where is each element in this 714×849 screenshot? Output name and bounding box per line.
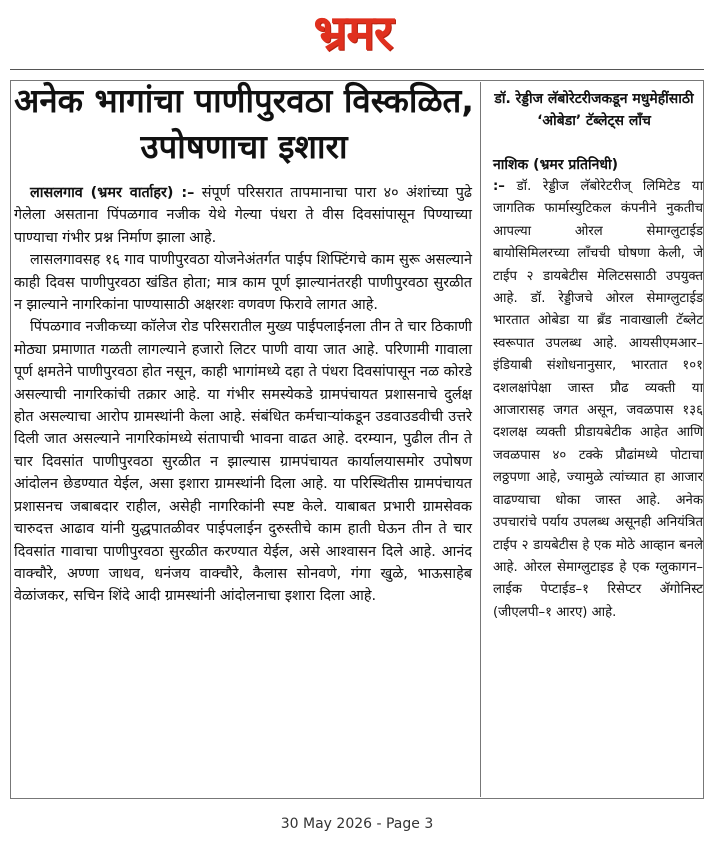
masthead [0,0,714,70]
column-divider [480,82,481,797]
right-article [483,74,705,799]
page-footer: 30 May 2026 - Page 3 [280,816,434,832]
left-article-paragraph: पिंपळगाव नजीकच्या कॉलेज रोड परिसरातील मुख्य पाईपलाईनला तीन ते चार ठिकाणी मोठ्या प्रमाणात गळती लागल्याने हजारो लिटर पाणी वाया जात आहे. परिणामी गावाला पूर्ण क्षमतेने पाणीपुरवठा होत नसून, काही भागांमध्ये दहा ते पंधरा दिवसांपासून नळ कोरडे असल्याची नागरिकांची तक्रार आहे. या गंभीर समस्येकडे ग्रामपंचायत प्रशासनाचे दुर्लक्ष होत असल्याचा आरोप ग्रामस्थांनी केला आहे. संबंधित कर्मचाऱ्यांकडून उडवाउडवीची उत्तरे दिली जात असल्याने नागरिकांमध्ये संतापाची भावना वाढत आहे. दरम्यान, पुढील तीन ते चार दिवसांत पाणीपुरवठा सुरळीत न झाल्यास ग्रामपंचायत कार्यालयासमोर उपोषण आंदोलन छेडण्यात येईल, असा इशारा ग्रामस्थांनी दिला आहे. या परिस्थितीस ग्रामपंचायत प्रशासनच जबाबदार राहील, असेही नागरिकांनी स्पष्ट केले. याबाबत प्रभारी ग्रामसेवक चारुदत्त आढाव यांनी युद्धपातळीवर पाईपलाईन दुरुस्तीचे काम हाती घेऊन तीन ते चार दिवसांत गावाचा पाणीपुरवठा सुरळीत करण्यात येईल, असे आश्वासन दिले आहे. आनंद वाक्चौरे, अण्णा जाधव, धनंजय वाक्चौरे, कैलास सोनवणे, गंगा खुळे, भाऊसाहेब वेळांजकर, सचिन शिंदे आदी ग्रामस्थांनी आंदोलनाचा इशारा दिला आहे. [14,319,472,605]
left-article-body [14,182,472,608]
left-article-dateline: लासलगाव (भ्रमर वार्ताहर) :– [30,185,195,201]
left-article-paragraph [14,182,472,249]
right-article-lead: :– [493,179,505,194]
left-article-paragraph-text: संपूर्ण परिसरात तापमानाचा पारा ४० अंशांच्या पुढे गेलेला असताना पिंपळगाव नजीक येथे गेल्या पंधरा ते वीस दिवसांपासून पिण्याच्या पाण्याचा गंभीर प्रश्न निर्माण झाला आहे. [14,185,472,246]
right-article-body [493,176,703,624]
left-article [10,74,478,799]
newspaper-logo: भ्रमर [313,5,393,61]
right-article-byline: नाशिक (भ्रमर प्रतिनिधी) [493,157,618,173]
right-article-paragraph-text: डॉ. रेड्डीज लॅबोरेटरीज् लिमिटेड या जागतिक फार्मास्युटिकल कंपनीने नुकतीच आपल्या ओरल सेमाग्लुटाईड बायोसिमिलरच्या लाँचची घोषणा केली, जे टाईप २ डायबेटीस मेलिटससाठी उपयुक्त आहे. डॉ. रेड्डीजचे ओरल सेमाग्लुटाईड भारतात ओबेडा या ब्रँड नावाखाली टॅब्लेट स्वरूपात उपलब्ध आहे. आयसीएमआर–इंडियाबी संशोधनानुसार, भारतात १०१ दशलक्षांपेक्षा जास्त प्रौढ व्यक्ती या आजारासह जगत असून, जवळपास १३६ दशलक्ष व्यक्ती प्रीडायबेटीक आहेत आणि जवळपास ४० टक्के प्रौढांमध्ये पोटाचा लठ्ठपणा आहे, ज्यामुळे त्यांच्यात हा आजार वाढण्याचा धोका जास्त आहे. अनेक उपचारांचे पर्याय उपलब्ध असूनही अनियंत्रित टाईप २ डायबेटीस हे एक मोठे आव्हान बनले आहे. ओरल सेमाग्लुटाइड हे एक ग्लुकागन–लाईक पेप्टाईड–१ रिसेप्टर ॲगोनिस्ट (जीएलपी–१ आरए) आहे. [493,179,703,620]
masthead-divider [10,69,704,70]
right-article-paragraph [493,176,703,624]
left-article-paragraph: लासलगावसह १६ गाव पाणीपुरवठा योजनेअंतर्गत पाईप शिफ्टिंगचे काम सुरू असल्याने काही दिवस पाणीपुरवठा खंडित होता; मात्र काम पूर्ण झाल्यानंतरही पाणीपुरवठा सुरळीत न झाल्याने नागरिकांना पाण्यासाठी अक्षरशः वणवण फिरावे लागत आहे. [14,252,472,314]
right-article-headline: डॉ. रेड्डीज लॅबोरेटरीजकडून मधुमेहींसाठी ‘ओबेडा’ टॅब्लेट्स लाँच [494,91,694,129]
left-article-headline: अनेक भागांचा पाणीपुरवठा विस्कळित, उपोषणाचा इशारा [14,81,474,166]
